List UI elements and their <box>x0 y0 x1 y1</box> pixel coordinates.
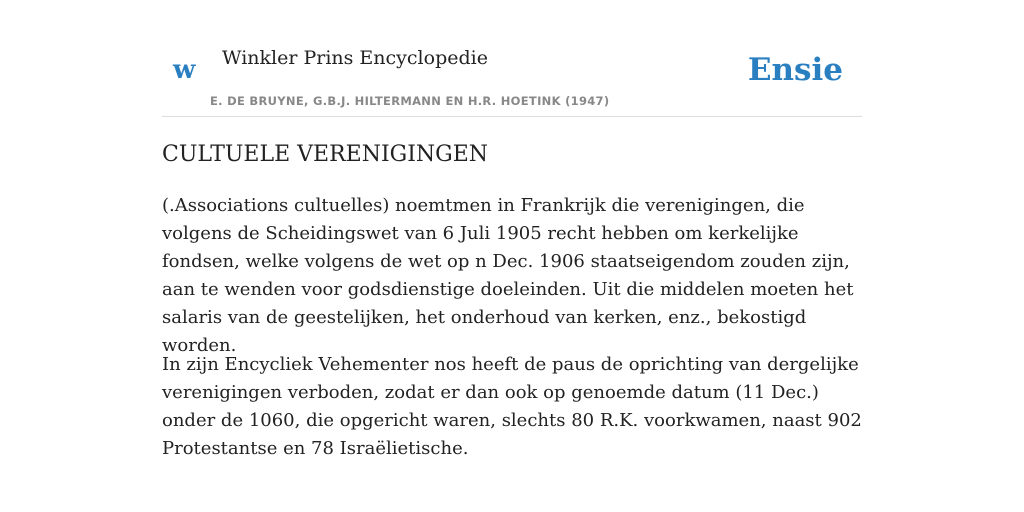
source-title[interactable]: Winkler Prins Encyclopedie <box>222 47 488 69</box>
source-authors: E. DE BRUYNE, G.B.J. HILTERMANN EN H.R. HOETINK (1947) <box>210 94 610 108</box>
article-title: CULTUELE VERENIGINGEN <box>162 142 489 167</box>
article-paragraph: (.Associations cultuelles) noemtmen in Frankrijk die verenigingen, die volgens de Scheidingswet van 6 Juli 1905 recht hebben om kerkelijke fondsen, welke volgens de wet op n Dec. 1906 staatseigendom zouden zijn, aan te wenden voor godsdienstige doeleinden. Uit die middelen moeten het salaris van de geestelijken, het onderhoud van kerken, enz., bekostigd worden. <box>162 195 854 356</box>
ensie-logo-link[interactable]: Ensie <box>747 52 843 88</box>
source-logo[interactable]: w <box>173 55 196 85</box>
source-header <box>162 0 862 117</box>
page-container <box>162 0 862 459</box>
article-paragraph: In zijn Encycliek Vehementer nos heeft de paus de oprichting van dergelijke verenigingen verboden, zodat er dan ook op genoemde datum (11 Dec.) onder de 1060, die opgericht waren, slechts 80 R.K. voorkwamen, naast 902 Protestantse en 78 Israëlietische. <box>162 354 862 459</box>
